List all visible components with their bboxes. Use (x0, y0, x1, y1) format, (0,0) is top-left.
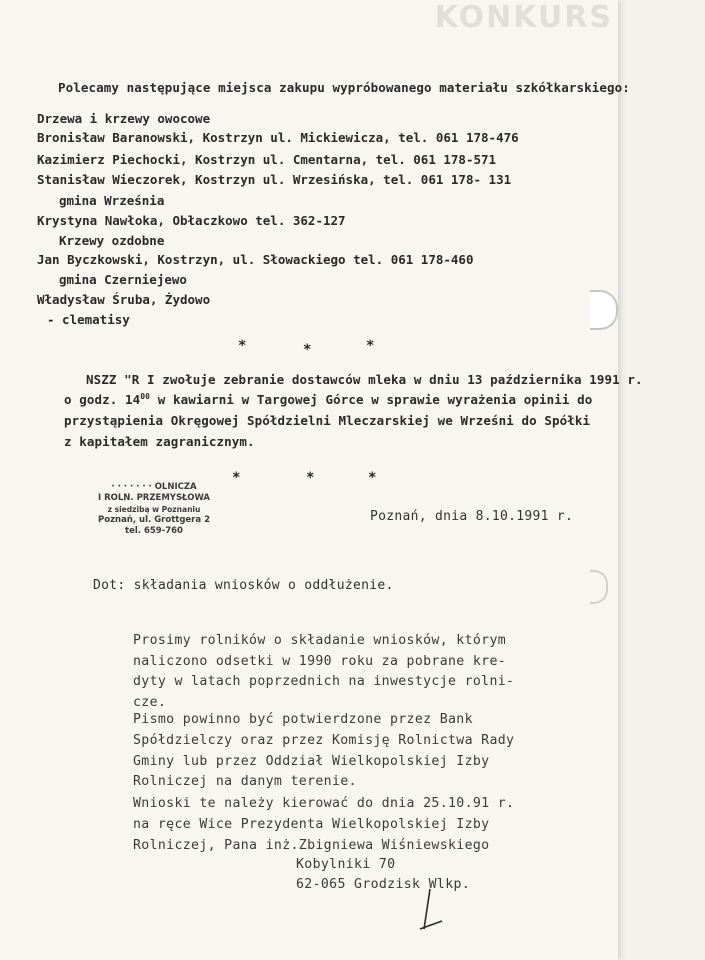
bleed-through-header: KONKURS (434, 0, 613, 35)
list-item: Stanisław Wieczorek, Kostrzyn ul. Wrzesińska, tel. 061 178- 131 (37, 172, 512, 187)
list-item: Bronisław Baranowski, Kostrzyn ul. Mickiewicza, tel. 061 178-476 (37, 130, 519, 145)
nszz-line: NSZZ "R I zwołuje zebranie dostawców mleka w dniu 13 października 1991 r. (86, 372, 643, 387)
separator-star: * (366, 338, 375, 354)
institution-stamp (64, 482, 244, 537)
letter-line: naliczono odsetki w 1990 roku za pobrane kre- (133, 654, 507, 669)
letter-line: Prosimy rolników o składanie wniosków, którym (133, 633, 507, 648)
letter-line: Pismo powinno być potwierdzone przez Bank (133, 712, 473, 727)
letter-line: Rolniczej, Pana inż.Zbigniewa Wiśniewskiego (133, 838, 490, 853)
address-line: Kobylniki 70 (296, 857, 396, 872)
list-item: Władysław Śruba, Żydowo (37, 292, 211, 307)
intro-text: Polecamy następujące miejsca zakupu wypróbowanego materiału szkółkarskiego: (58, 80, 630, 95)
signature-mark (412, 885, 452, 935)
stamp-line: tel. 659-760 (125, 526, 183, 536)
subject-line: Dot: składania wniosków o oddłużenie. (93, 578, 394, 593)
letter-line: Spółdzielczy oraz przez Komisję Rolnictwa Rady (133, 733, 515, 748)
letter-line: Gminy lub przez Oddział Wielkopolskiej Izby (133, 754, 490, 769)
separator-star: * (368, 470, 377, 486)
address-line: 62-065 Grodzisk Wlkp. (296, 877, 471, 892)
place-date: Poznań, dnia 8.10.1991 r. (370, 509, 574, 524)
letter-line: Wnioski te należy kierować do dnia 25.10.91 r. (133, 796, 515, 811)
letter-line: dyty w latach poprzednich na inwestycje rolni- (133, 674, 515, 689)
list-item: - clematisy (47, 312, 130, 327)
separator-star: * (303, 342, 312, 358)
separator-star: * (232, 470, 241, 486)
nszz-line: przystąpienia Okręgowej Spółdzielni Mleczarskiej we Wrześni do Spółki (64, 413, 591, 428)
separator-star: * (238, 338, 247, 354)
list-item: Jan Byczkowski, Kostrzyn, ul. Słowackiego tel. 061 178-460 (37, 252, 474, 267)
list-item: gmina Września (59, 193, 165, 208)
list-item: Kazimierz Piechocki, Kostrzyn ul. Cmentarna, tel. 061 178-571 (37, 152, 497, 167)
stamp-line: z siedzibą w Poznaniu (107, 505, 201, 514)
separator-star: * (306, 470, 315, 486)
letter-line: cze. (133, 695, 167, 710)
letter-line: Rolniczej na danym terenie. (133, 774, 357, 789)
list-item: Drzewa i krzewy owocowe (37, 111, 211, 126)
list-item: gmina Czerniejewo (59, 272, 187, 287)
letter-line: na ręce Wice Prezydenta Wielkopolskiej Izby (133, 817, 490, 832)
stamp-line: Poznań, ul. Grottgera 2 (98, 515, 210, 525)
list-item: Krzewy ozdobne (59, 233, 165, 248)
nszz-line: o godz. $14^{00}$ w kawiarni w Targowej Górce w sprawie wyrażenia opinii do (64, 392, 593, 408)
list-item: Krystyna Nawłoka, Obłaczkowo tel. 362-127 (37, 213, 346, 228)
nszz-line: z kapitałem zagranicznym. (64, 434, 255, 449)
stamp-line: · · · · · · · OLNICZA (111, 482, 197, 492)
stamp-line: I ROLN. PRZEMYSŁOWA (97, 493, 211, 503)
